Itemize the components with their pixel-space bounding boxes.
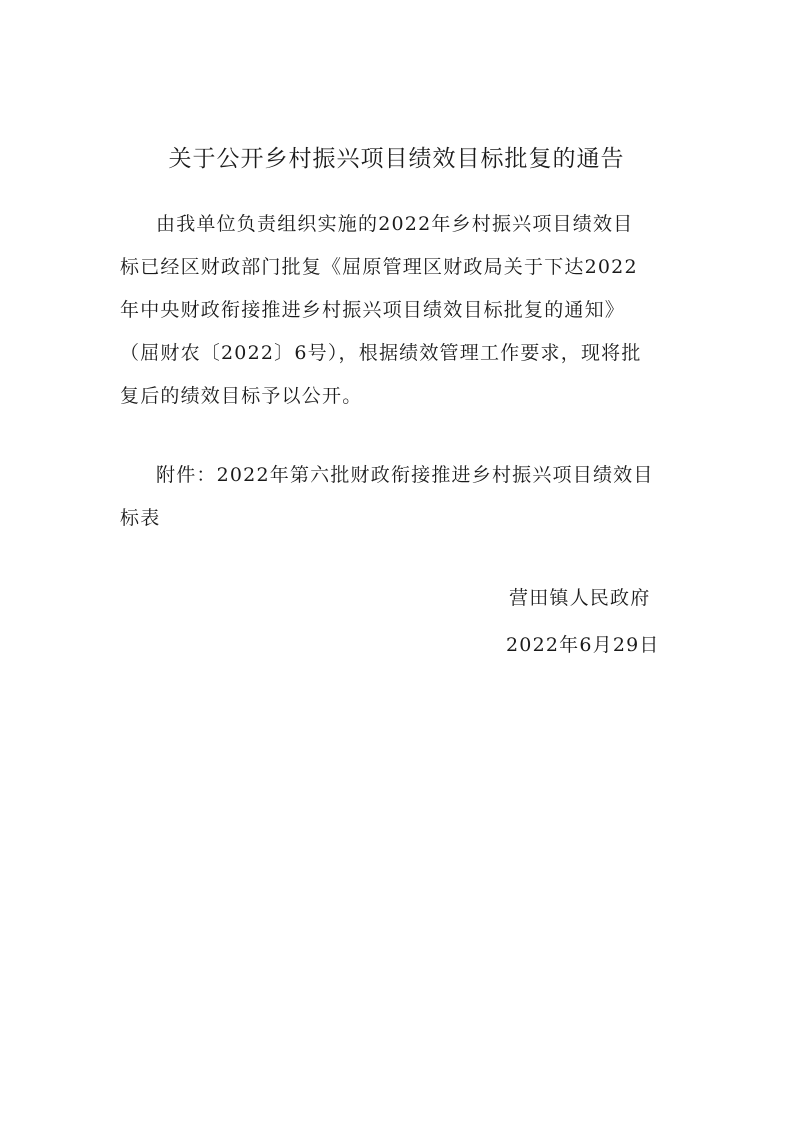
attachment-line-1: 附件：2022年第六批财政衔接推进乡村振兴项目绩效目 [156,464,654,486]
document-title: 关于公开乡村振兴项目绩效目标批复的通告 [168,146,625,172]
body-line-3: 年中央财政衔接推进乡村振兴项目绩效目标批复的通知》 [120,299,626,321]
body-line-5: 复后的绩效目标予以公开。 [120,385,363,407]
body-line-1: 由我单位负责组织实施的2022年乡村振兴项目绩效目 [156,213,634,235]
body-line-2: 标已经区财政部门批复《屈原管理区财政局关于下达2022 [120,256,638,278]
body-line-4: （屈财农〔2022〕6号），根据绩效管理工作要求，现将批 [120,342,642,364]
attachment-line-2: 标表 [120,507,161,529]
signature-organization: 营田镇人民政府 [509,587,651,609]
signature-date: 2022年6月29日 [506,634,660,656]
